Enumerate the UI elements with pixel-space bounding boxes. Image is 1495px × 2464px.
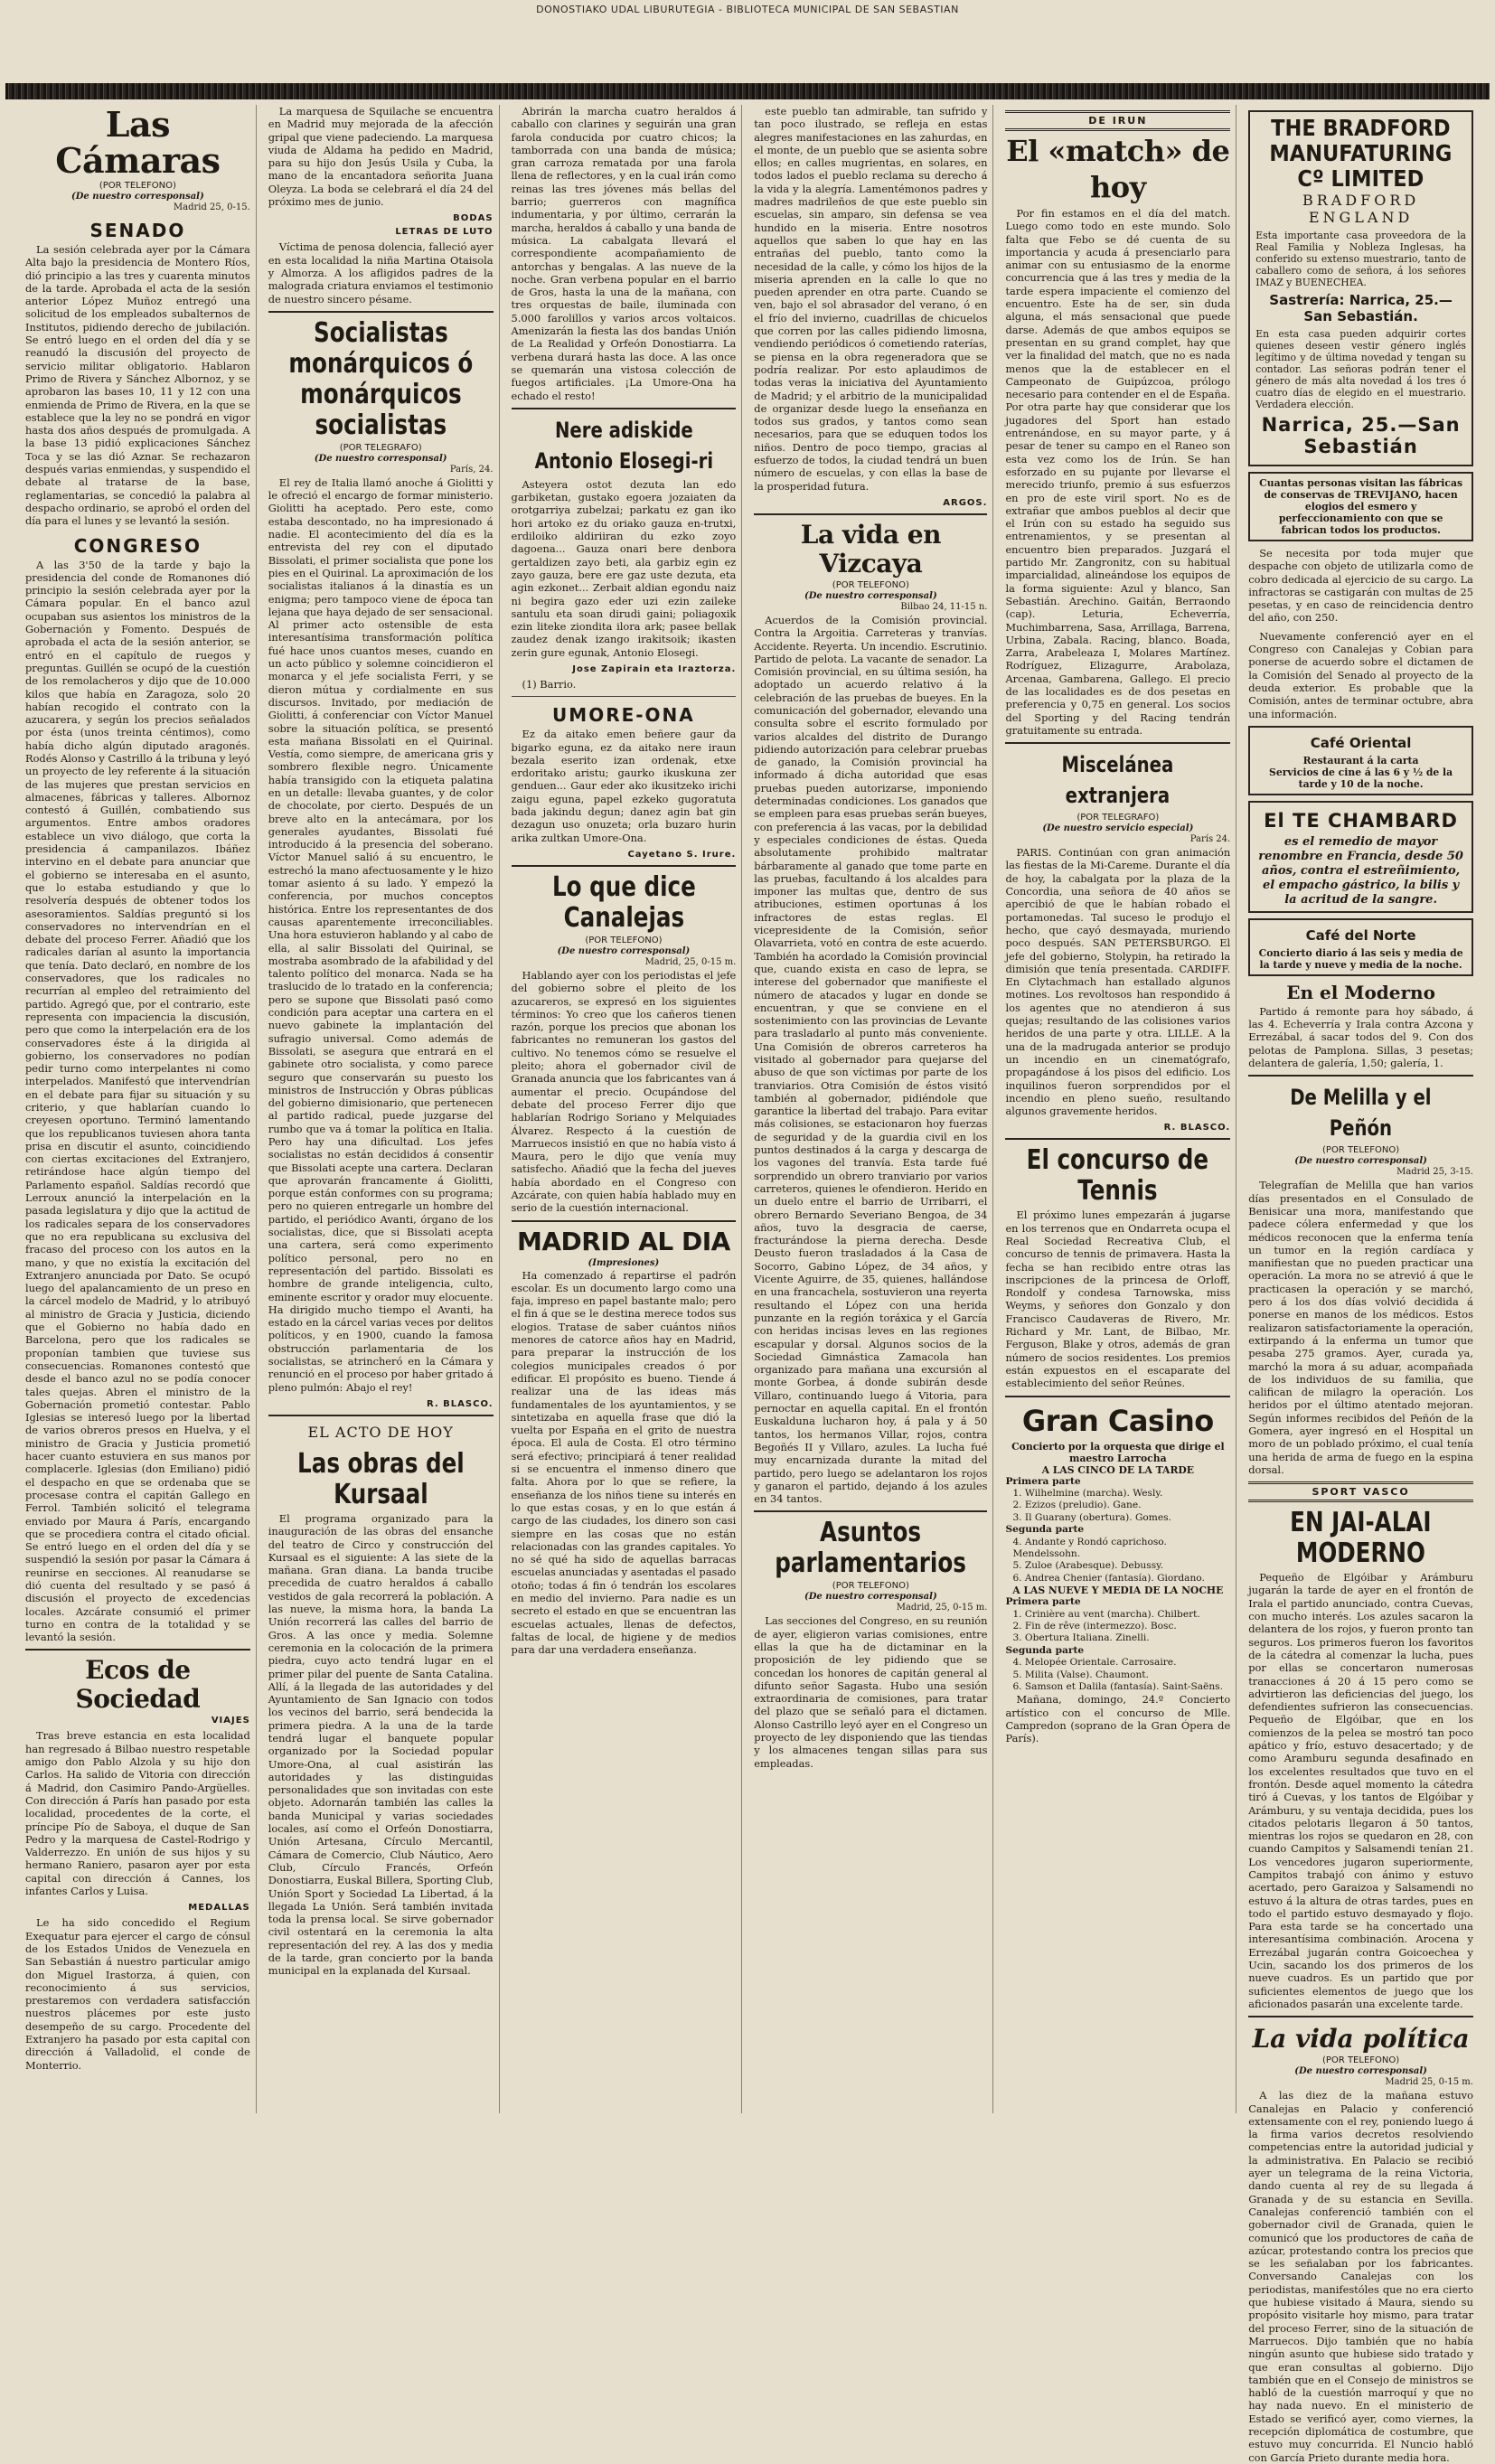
- program-item: 2. Ezizos (preludio). Gane.: [1012, 1500, 1142, 1511]
- byline: (POR TELEGRAFO): [1077, 813, 1160, 823]
- correspondent-line: (De nuestro corresponsal): [557, 945, 691, 956]
- library-stamp: DONOSTIAKO UDAL LIBURUTEGIA - BIBLIOTECA MUNICIPAL DE SAN SEBASTIAN: [536, 4, 959, 15]
- article-madrid-al-dia: Ha comenzado á repartirse el padrón escolar. Es un documento largo como una faja, impreso en papel bastante malo; pero el fin á que se le destina merece todos sus elogios. Tratase de saber cuántos niños menores de catorce años hay en Madrid, para preparar la instrucción de los colegios municipales creados ó por edificar. El propósito es bueno. Tiende á realizar una de las ideas más fundamentales de los ayuntamientos, y se sintetizaba en aquella frase que dió la vuelta por España en el grito de nuestra época. El aula de Costa. El otro término será efectivo; principiará á tener realidad si se encuentra el inmenso dinero que falta. Ahora por lo que se refiere, la enseñanza de los niños tiene su interés en lo que estas cosas, y en lo que están á cargo de las ciudades, los dinero son casi siempre en las cosas que no están relacionadas con las grandes capitales. Yo no sé qué ha sido de aquellas barracas escuelas anunciadas y asentadas el pasado otoño; todas á fin ó tendrán los escolares en medio del invierno. Para nadie es un secreto el estado en que se encuentran las escuelas actuales, llenas de defectos, faltas de local, de higiene y de medios para dar una verdadera enseñanza.: [511, 1268, 737, 1657]
- byline: (POR TELEGRAFO): [339, 442, 422, 453]
- divider: [512, 1220, 737, 1222]
- column-2: [263, 105, 500, 2113]
- article-madrid-cont: este pueblo tan admirable, tan sufrido y tan poco ilustrado, se refleja en estas alegres manifestaciones en las zahurdas, en el monte, de un pueblo que se asienta sobre ellos; en calles mugrientas, en solares, en todos lados el pueblo reclama su derecho á la vida y la alegría. Lamentémonos padres y madres madrileños de que este pueblo sin escuelas, sin amparo, sin defensa se vea hundido en la miseria. Entre nosotros aquellos que saben lo que hay en las entrañas del pueblo, tanto como la necesidad de la calle, y cómo los hijos de la miseria aprenden en la calle lo que no pueden aprender en otra parte. Cuando se ven, bajo el sol abrasador del verano, ó en el frío del invierno, cuadrillas de chicuelos que corren por las calles pidiendo limosna, vendiendo periódicos ó cometiendo raterías, se piensa en la obra regeneradora que se podría realizar. Por esto aplaudimos de todas veras la iniciativa del Ayuntamiento de Madrid; y el arbitrio de la municipalidad de organizar desde luego la enseñanza en todos sus grados, y tantos como sean necesarios, para que se eduquen todos los niños. Dentro de poco tiempo, gracias al esfuerzo de todos, la ciudad tendrá un buen número de escuelas, y con ellas la base de la prosperidad futura.: [754, 105, 988, 493]
- program-item: 4. Melopée Orientale. Carrosaire.: [1012, 1657, 1177, 1669]
- correspondent-line: (De nuestro corresponsal): [314, 453, 447, 464]
- signature: Cayetano S. Irure.: [627, 849, 737, 860]
- ad-cafe-norte-text: Concierto diario á las seis y media de la tarde y nueve y media de la noche.: [1258, 946, 1463, 971]
- correspondent-line: (De nuestro corresponsal): [804, 1592, 937, 1603]
- headline-camaras: Las Cámaras: [55, 104, 221, 181]
- column-3: [506, 105, 743, 2113]
- article-tennis: El próximo lunes empezarán á jugarse en los terrenos que en Ondarreta ocupa el Real Sociedad Recreativa Club, el concurso de tennis de primavera. Hasta la fecha se han recibido entre otras las inscripciones de la princesa de Orloff, Rondolf y condesa Tarnowska, miss Weyms, y señores don Gonzalo y don Francisco Caudaveras de Rivero, Mr. Richard y Mr. Lant, de Bilbao, Mr. Ferguson, Blake y otros, además de gran número de socios residentes. Los premios están expuestos en el escaparate del establecimiento del señor Reúnes.: [1005, 1208, 1231, 1390]
- ad-cafe-norte: [1248, 918, 1473, 976]
- byline: (POR TELEFONO): [585, 935, 663, 945]
- divider: [512, 865, 737, 867]
- article-kursaal: El programa organizado para la inauguración de las obras del ensanche del teatro de Circo y construcción del Kursaal es el siguiente: A las siete de la mañana. Gran diana. La banda trucibe precedida de cuatro heraldos á caballo vestidos de gala recorrerá la población. A las nueve, la misma hora, la banda La Unión recorrerá las calles del barrio de Gros. A las once y media. Solemne ceremonia en la colocación de la primera piedra, cuyo acto tendrá lugar en el primer pilar del puente de Santa Catalina. Allí, á la llegada de las autoridades y del Ayuntamiento de San Ignacio con todos los vecinos del barrio, será bendecida la primera piedra. A la una de la tarde tendrá lugar el banquete popular organizado por la Sociedad popular Umore-Ona, al cual asistirán las autoridades y las distinguidas personalidades que son invitadas con este objeto. Adornarán también las calles la banda Municipal y varias sociedades locales, así como el Orfeón Donostiarra, Unión Artesana, Círculo Mercantil, Cámara de Comercio, Club Náutico, Aero Club, Círculo Francés, Orfeón Donostiarra, Euskal Billera, Sporting Club, Unión Sport y Sociedad La Libertad, á la llegada La Unión. Será también invitada toda la prensa local. Se sirve gobernador civil ostentará en la ceremonia la alta representación del rey. A las dos y media de la tarde, gran concierto por la banda municipal en la explanada del Kursaal.: [268, 1511, 494, 1978]
- divider: [512, 696, 737, 697]
- program-item: 4. Andante y Rondó caprichoso. Mendelssohn.: [1012, 1536, 1167, 1559]
- ad-te-chambard-text: es el remedio de mayor renombre en Francia, desde 50 años, contra el estreñimiento, el empacho gástrico, la bilis y la acritud de la sangre.: [1258, 834, 1463, 907]
- newspaper-columns: [20, 104, 1479, 2464]
- article-canalejas: Hablando ayer con los periodistas el jefe del gobierno sobre el pleito de los azucareros, se expresó en los siguientes términos: Yo creo que los cañeros tienen razón, porque los precios que abonan los fabricantes no remuneran los gastos del cultivo. No tenemos cómo se resuelve el pleito; ahora el gobernador civil de Granada anuncia que los fabricantes van á aumentar el precio. Ocupándose del debate del proceso Ferrer dijo que hablarían Rodrigo Soriano y Melquiades Álvarez. Respecto á la cuestión de Marruecos insistió en que no había visto á Maura, pero le dijo que venía muy satisfecho. Añadió que la fecha del jueves había abordado en el Congreso con Azcárate, con quien había hablado muy en serio de la cuestión internacional.: [511, 968, 737, 1215]
- column-1: [20, 105, 257, 2113]
- headline-tennis: El concurso de Tennis: [1027, 1144, 1209, 1208]
- casino-program-2: [1005, 1596, 1230, 1693]
- dateline: París, 24.: [449, 464, 494, 475]
- signature: R. BLASCO.: [427, 1398, 494, 1409]
- ad-sastreria: Sastrería: Narrica, 25.—San Sebastián.: [1269, 292, 1453, 324]
- divider: [1248, 1075, 1473, 1077]
- article-congreso: A las 3'50 de la tarde y bajo la presidencia del conde de Romanones dió principio la sesión celebrada ayer por la Cámara popular. En el banco azul ocupaban sus asientos los ministros de la Gobernación y Fomento. Después de aprobada el acta de la sesión anterior, se entró en el capítulo de ruegos y preguntas. Guillén se ocupó de la cuestión de los remolacheros y dijo que de 10.000 kilos que había en Zaragoza, solo 20 habían recogido el contrato con la azucarera, y según los precios señalados por ésta (unos treinta céntimos), como había dicho algún diputado aragonés. Rodés Alonso y Castrillo á la tribuna y leyó un proyecto de ley referente á la situación de las mujeres que prestan servicios en almacenes, fábricas y talleres. Albornoz contestó á Guillén, combatiendo sus argumentos. Entre ambos oradores establece un vivo diálogo, que corta la presidencia á campanilazos. Ibáñez intervino en el debate para anunciar que el gobierno se interesaba en el asunto, que lo estaba estudiando y que lo resolvería después de obtener todos los asesoramientos. Saldías preguntó si los conservadores no intervendrían en el debate del proceso Ferrer. Añadió que los radicales darían al asunto la importancia que tenía. Dato declaró, en nombre de los conservadores, que los radicales no recurrían al empleo del retraimiento del partido. Agregó que, por el contrario, este representa con impaciencia la discusión, pero que como la interpelación era de los conservadores éste á la dirigida al gobierno, los conservadores no podían pedir turno como interpelantes ni como interpelados. Manifestó que intervendrían en el debate para fijar su situación y su criterio, y que hablarían cuando lo creyesen oportuno. Terminó lamentando que los republicanos tuviesen ahora tanta prisa en discutir el asunto, coincidiendo con ciertas excitaciones del Extranjero, retirándose hace algún tiempo del Parlamento español. Saldías recordó que Lerroux anunció la interpelación en la pasada legislatura y dijo que la actitud de los radicales separa de los conservadores que no era republicana su exclusiva del fracaso del proceso con los autos en la mano, y que no existía la excitación del Extranjero anunciada por Dato. Se ocupó luego del apalancamiento de un preso en la cárcel modelo de Madrid, y lo atribuyó al ministro de Gracia y Justicia, diciendo que el Gobierno no había dado en Barcelona, pero que los radicales se proponían tambien que tuviese sus consecuencias. Romanones contestó que desde el banco azul no se podía conocer tales quejas. Abren el ministro de la Gobernación prometió contestar. Pablo Iglesias se interesó luego por la libertad de varios obreros presos en Huelva, y el ministro de Gracia y Justicia prometió hacer cuanto estuviera en sus manos por complacerle. Iglesias (don Emiliano) pidió el despacho en que se ordenaba que se procesase contra el capitán Gallego en Ferrol. También solicitó el telegrama enviado por Maura á París, encargando que se procediera contra el citado oficial. Se entró luego en el orden del día y se suspendió la sesión por pasar la Cámara á reunirse en secciones. Al reanudarse se dió cuenta del resultado y se pasó á discusión el proyecto de excedencias locales. Azcárate consumió el primer turno en contra de la totalidad y se levantó la sesión.: [25, 558, 250, 1644]
- article-vizcaya: Acuerdos de la Comisión provincial. Contra la Argoitia. Carreteras y tranvías. Accidente. Reyerta. Un incendio. Escrutinio. Partido de pelota. La vacante de senador. La Comisión provincial, en su última sesión, ha adoptado un acuerdo relativo á la celebración de las pruebas de bueyes. En la comunicación del gobernador, elevando una consulta sobre el escrito formulado por varios alcaldes del distrito de Durango pidiendo autorización para celebrar pruebas de ganado, la Comisión provincial ha informado á dicha autoridad que esas pruebas pueden autorizarse, imponiendo determinadas condiciones. Los ganados que se empleen para esas pruebas serán bueyes, con preferencia á las vacas, por la debilidad y especiales condiciones de éstas. Queda absolutamente prohibido maltratar bárbaramente al ganado que tome parte en las pruebas, facultando á los alcaldes para imponer las multas que, dentro de sus atribuciones, estimen oportunas á los infractores de estas reglas. El vicepresidente de la Comisión, señor Olavarrieta, votó en contra de este acuerdo. También ha acordado la Comisión provincial que, cuando exista en caso de lepra, se interese del gobernador que manifieste el número de atacados y lugar en donde se encuentran, y que se conviene en el sostenimiento con las provincias de Levante para trasladarlo al punto más conveniente. Una Comisión de obreros carreteros ha visitado al gobernador para quejarse del abuso de que son víctimas por parte de los tranviarios. Otra Comisión de éstos visitó también al gobernador, pidiéndole que garantice la libertad del trabajo. Para evitar más colisiones, se estacionaron hoy fuerzas de seguridad y de la guardia civil en los puntos destinados á la carga y descarga de los vagones del tranvía. Esta tarde fué sorprendido un obrero tranviario por varios carreteros, quienes le ofendieron. Herido en un duelo entre el barrio de Urribarri, el obrero Bernardo Severiano Bengoa, de 34 años, tuvo la desgracia de caerse, fracturándose la pierna derecha. Desde Deusto fueron trasladados á la Casa de Socorro, Gabino López, de 34 años, y Vicente Aguirre, de 35, quienes, hallándose en una francachela, sostuvieron una reyerta resultando el López con una herida punzante en la región toráxica y el García con heridas incisas leves en las regiones escapular y dorsal. Algunos socios de la Sociedad Gimnástica Zamacola han organizado para mañana una excursión al monte Gorbea, á donde subirán desde Villaro, continuando luego á Vitoria, para pernoctar en aquella capital. En el frontón Euskalduna lucharon hoy, á pala y á 50 tantos, los hermanos Villar, rojos, contra Begoñés II y Villaro, azules. La lucha fué muy encarnizada durante la mitad del partido, pero luego se adelantaron los rojos y ganaron el partido, dejando á los azules en 34 tantos.: [754, 613, 988, 1506]
- signature: Jose Zapirain eta Iraztorza.: [572, 663, 737, 674]
- subtitle: (Impresiones): [588, 1257, 660, 1268]
- headline-miscelanea: Miscelánea extranjera: [1061, 752, 1174, 809]
- headline-match: El «match» de hoy: [1006, 134, 1230, 204]
- divider: [512, 408, 737, 409]
- ad-bradford-text-2: En esta casa pueden adquirir cortes quienes deseen vestir género inglés legítimo y de última novedad y tengan su contador. Las señoras podrán tener el género de más alta novedad á los tres ó cuatro días de elegido en el muestrario. Verdadera elección.: [1255, 328, 1466, 410]
- program-item: 6. Andrea Chenier (fantasía). Giordano.: [1012, 1572, 1205, 1584]
- article-medallas: Le ha sido concedido el Regium Exequatur para ejercer el cargo de cónsul de los Estados Unidos de Venezuela en San Sebastián á nuestro particular amigo don Miguel Irastorza, á quien, con reconocimiento á sus servicios, prestaremos con verdadera satisfacción nuestros plácemes por este justo desempeño de su cargo. Procedente del Extranjero ha pasado por esta capital con dirección á Valladolid, el conde de Monterrio.: [25, 1916, 250, 2072]
- article-asuntos: Las secciones del Congreso, en su reunión de ayer, eligieron varias comisiones, entre ellas la que ha de dictaminar en la proposición de ley pidiendo que se concedan los honores de capitán general al difunto señor Sagasta. Hubo una sesión extraordinaria de comisiones, para tratar del plazo que se señaló para el dictamen. Alonso Castrillo leyó ayer en el Congreso un proyecto de ley disponiendo que las tiendas y los almacenes tengan sillas para sus empleadas.: [754, 1614, 988, 1770]
- ad-cafe-norte-title: Café del Norte: [1305, 926, 1416, 944]
- headline-madrid-al-dia: MADRID AL DIA: [516, 1226, 730, 1256]
- ad-cafe-oriental-title: Café Oriental: [1310, 734, 1412, 751]
- article-jai-alai: Pequeño de Elgóibar y Arámburu jugarán la tarde de ayer en el frontón de Irala el partido anunciado, contra Cuevas, con mucho interés. Los azules sacaron la delantera de los rojos, y fueron pronto tan seguros. Los primeros fueron los favoritos de la cátedra al comenzar la lucha, pues por ellas se concertaron numerosas tranacciones á 20 á 15 pero como se advirtieron las deficiencias del juego, los defendientes sufrieron las consecuencias. Pequeño de Elgóibar, que en los comienzos de la pelea se mostró tan poco apático y frío, estuvo desacertado; y de como Aramburu segunda desafinado en los excelentes resultados que tuvo en el frontón. Desde aquel momento la cátedra tiró á Cuevas, y los tantos de Elgóibar y Arámburu, y su ventaja decidida, pues los citados pelotaris llegaron á 50 tantos, mientras los rojos se quedaron en 28, con cuando Campitos y Salsamendi tenían 21. Los vencedores jugaron superiormente, Campitos trabajó con ánimo y estuvo acertado, pero Garaizoa y Salsamendi no estuvo á la altura de otras tardes, pues en todo el partido estuvo desmayado y flojo. Para esta tarde se ha concertado una interesantísima combinación. Arocena y Errezábal jugarán contra Goicoechea y Ucin, sacando los dos primeros de los nueve cuadros. Es un partido que por suficientes elementos de juego que los aficionados pasarán una excelente tarde.: [1248, 1571, 1473, 2010]
- dateline: Madrid, 25, 0-15 m.: [896, 1603, 988, 1613]
- article-lutos: Víctima de penosa dolencia, falleció ayer en esta localidad la niña Martina Otaisola y Almorza. A los afligidos padres de la malograda criatura enviamos el testimonio de nuestro sincero pésame.: [268, 240, 494, 306]
- column-4: [748, 105, 993, 2113]
- ad-cafe-oriental: [1248, 726, 1473, 795]
- program-item: 3. Obertura Italiana. Zinelli.: [1012, 1632, 1150, 1644]
- ad-bradford-title: THE BRADFORD MANUFATURING Cº LIMITED: [1269, 115, 1453, 192]
- headline-canalejas: Lo que dice Canalejas: [551, 870, 696, 934]
- article-melilla: Telegrafían de Melilla que han varios días presentados en el Consulado de Benisicar una mora, manifestando que padece cólera enfermedad y que los médicos reconocen que la enferma tenía un tumor en la región cardíaca y manifiestan que no pueden practicar una operación. La mora no se atrevió á que le practicasen la operación y se marchó, pero á los dos días volvió decidida á ponerse en manos de los médicos. Estos realizaron satisfactoriamente la operación, extirpando á la enferma un tumor que pesaba 275 gramos. Ayer, curada ya, marchó la mora á su aduar, acompañada de los individuos de su familia, que califican de milagro la operación. Los heridos por el último atentado mejoran. Según informes recibidos del Peñón de la Gomera, ayer ingresó en el Hospital un moro de un poblado próximo, el cual tenía una herida de arma de fuego en la espina dorsal.: [1248, 1179, 1473, 1476]
- headline-jai-alai: EN JAI-ALAI MODERNO: [1290, 1507, 1432, 1570]
- ad-trevijano-text: Cuantas personas visitan las fábricas de conservas de TREVIJANO, hacen elogios del esmero y perfeccionamiento con que se fabrican todos los productos.: [1259, 477, 1463, 536]
- divider: [268, 1415, 494, 1416]
- poem-umore-ona: Ez da aitako emen beñere gaur da bigarko eguna, ez da aitako nere iraun bezala eserito izan ordenak, etxe erdoritako aristu; gaurko ikuskuna zer genduen... Gaur eder ako ikusitzeko irichi zaigu eguna, papel ezkeko gugoratuta bada jakindu degun; danez agin bat gin dezagun uso onuzeta; orla buzaro hurin arika zultkan Umore-Ona.: [511, 728, 737, 844]
- headline-gran-casino: Gran Casino: [1021, 1403, 1214, 1438]
- program-part-label: Primera parte: [1005, 1475, 1081, 1487]
- subsection-medallas: MEDALLAS: [188, 1903, 250, 1914]
- correspondent-line: (De nuestro corresponsal): [804, 590, 937, 601]
- article-society-cont: La marquesa de Squilache se encuentra en Madrid muy mejorada de la afección gripal que viene padeciendo. La marquesa viuda de Aldama ha pedido en Madrid, para su hijo don Jesús Usila y Cuba, la mano de la encantadora señorita Juana Oleyza. La boda se celebrará el día 24 del próximo mes de junio.: [268, 105, 494, 209]
- divider: [754, 1510, 987, 1512]
- program-item: 5. Milita (Valse). Chaumont.: [1012, 1669, 1149, 1680]
- casino-note: Mañana, domingo, 24.º Concierto artístico con el concurso de Mlle. Campredon (soprano de la Gran Ópera de París).: [1005, 1693, 1231, 1745]
- ad-bradford-text: Esta importante casa proveedora de la Real Familia y Nobleza Inglesas, ha conferido su extenso muestrario, tanto de caballero como de señora, á los señores IMAZ y BUENECHEA.: [1255, 230, 1466, 288]
- article-senado: La sesión celebrada ayer por la Cámara Alta bajo la presidencia de Montero Ríos, dió principio a las tres y cuarenta minutos de la tarde. Aprobada el acta de la sesión anterior López Muñoz entregó una solicitud de los empleados subalternos de Institutos, pidiendo derecho de jubilación. Se entró luego en el orden del día y se reanudó la discusión del proyecto de servicio militar obligatorio. Hablaron Primo de Rivera y Sánchez Albornoz, y se aprobaron las bases 10, 11 y 12 con una enmienda de Primo de Rivera, en la que se establece que la ley no se pondrá en vigor hasta dos años después de promulgada. A la base 13 pidió explicaciones Sánchez Toca y se las dió Aznar. Se rechazaron después varias enmiendas, y suspendido el debate al tratarse de la base, reglamentarias, se concedió la palabra al despacho ordinario, se aprobó el orden del día para el lunes y se levantó la sesión.: [25, 243, 250, 528]
- ad-cafe-oriental-sub: Restaurant á la carta: [1302, 754, 1419, 766]
- notice-text-2: Nuevamente conferenció ayer en el Congreso con Canalejas y Cobian para ponerse de acuerdo sobre el dictamen de la Comisión del Senado al proyecto de la deuda exterior. Es probable que la Comisión, antes de terminar octubre, abra una información.: [1248, 629, 1473, 720]
- program-part-label: Primera parte: [1005, 1596, 1081, 1608]
- divider: [268, 311, 494, 313]
- ad-bradford: [1248, 110, 1473, 466]
- article-ecos: Tras breve estancia en esta localidad han regresado á Bilbao nuestro respetable amigo don Pablo Alzola y su hijo don Carlos. Ha salido de Vitoria con dirección á Madrid, don Casimiro Pando-Argüelles. Con dirección á París han pasado por esta localidad, procedentes de la corte, el príncipe Pío de Saboya, el duque de San Pedro y la marquesa de Castel-Rodrigo y Valderrezzo. En unión de sus hijos y su hermano Raniero, pasaron ayer por esta capital con dirección á Cannes, los infantes Carlos y Luisa.: [25, 1729, 250, 1898]
- subsection-bodas: BODAS: [453, 213, 494, 224]
- divider: [1005, 1396, 1230, 1397]
- ad-te-chambard-title: El TE CHAMBARD: [1264, 809, 1458, 832]
- byline: (POR TELEFONO): [832, 579, 909, 590]
- section-acto: EL ACTO DE HOY: [307, 1423, 454, 1441]
- correspondent-line: (De nuestro servicio especial): [1042, 823, 1194, 834]
- headline-melilla: De Melilla y el Peñón: [1290, 1085, 1432, 1142]
- divider: [25, 1649, 250, 1651]
- article-match: Por fin estamos en el día del match. Luego como todo en este mundo. Solo falta que Febo se dé cuenta de su importancia y acuda á presenciarlo para animar con su entusiasmo de la enorme concurrencia que á las tres y media de la tarde espera impaciente el comienzo del encuentro. Este ha de ser, sin duda alguna, el más sensacional que puede darse. Además de que ambos equipos se presentan en su grand complet, hay que ver la finalidad del match, que no es nada menos que la de establecer en el Campeonato de Guipúzcoa, prólogo necesario para contender en el de España. Por otra parte hay que considerar que los jugadores del Sport han estado entrenándose, en su mayor parte, y á pesar de tener su campo en el Raneo son esta vez como los de Irún. Se han esforzado en su pujante por llevarse el merecido triunfo, premio á sus esfuerzos en pro de este viril sport. No es de extrañar que ambos pueblos al decir que el Irún con su estado ha seguido sus entrenamientos, y se presentan al encuentro bien preparados. Juzgará el partido Mr. Zangronitz, con su habitual imparcialidad, alineándose los equipos de la forma siguiente: Azul y blanco, San Sebastián. Arechino. Gaitán, Berraondo (cap). Leturia, Echeverría, Muchimbarrena, Sasa, Arrillaga, Barrena, Urbina, Zabala. Racing, blanco. Boada, Zarra, Arabeleaza I, Molares Martínez. Rodríguez, Elizagurre, Arabolaza, Arcenaa, Gambarena, Gallego. El precio de las localidades es de dos pesetas en preferencia y 0,75 en general. Los socios del Sporting y del Racing tendrán gratuitamente su entrada.: [1005, 207, 1231, 737]
- headline-asuntos-parlamentarios: Asuntos parlamentarios: [775, 1517, 967, 1580]
- subsection-lutos: LETRAS DE LUTO: [395, 227, 494, 238]
- divider: [754, 513, 987, 515]
- dateline: París 24.: [1189, 834, 1231, 845]
- signature: ARGOS.: [943, 497, 988, 508]
- divider: [1005, 742, 1230, 744]
- program-part-label: Segunda parte: [1005, 1644, 1085, 1656]
- article-socialistas: El rey de Italia llamó anoche á Giolitti y le ofreció el encargo de formar ministerio. Giolitti ha aceptado. Pero este, como estaba descontado, no ha impresionado á nadie. El acontecimiento del día es la entrevista del rey con el diputado Bissolati, el primer socialista que pone los pies en el Quirinal. La aproximación de los socialistas italianos á la dinastía es un enigma; pero tampoco viene de época tan lejana que haya dejado de ser sensacional. Al primer acto ostensible de esta interesantísima transformación política fué hace unos cuantos meses, cuando en un acto público y solemne coincidieron el monarca y el jefe socialista Ferri, y se dieron mútua y cordialmente en sus discursos. Invitado, por mediación de Giolitti, á conferenciar con Víctor Manuel sobre la situación política, se presentó esta mañana Bissolati en el Quirinal. Vestía, como siempre, de americana gris y sombrero flexible negro. Únicamente había transigido con la etiqueta palatina en un detalle: llevaba guantes, y de color de chocolate, por cierto. Después de un breve alto en la antecámara, por los generales ayudantes, Bissolati fué introducido á la presencia del soberano. Víctor Manuel salió á su encuentro, le estrechó la mano afectuosamente y le hizo tomar asiento á su lado. Y empezó la conferencia, por muchos conceptos histórica. Entre los representantes de dos causas aparentemente irreconciliables. Una hora estuvieron hablando y al cabo de ella, al salir Bissolati del Quirinal, se mostraba asombrado de la afabilidad y del talento político del monarca. Nada se ha traslucido de lo tratado en la conferencia; pero se supone que Bissolati pasó como condición para aceptar una cartera en el nuevo gabinete la implantación del sufragio universal. Como además de Bissolati, se asegura que entrará en el gabinete otro socialista, y como parece seguro que conservarán su puesto los ministros de Instrucción y Obras públicas del gobierno dimisionario, que pertenecen al partido radical, puede juzgarse del rumbo que va á tomar la política en Italia. Pero hay una dificultad. Los jefes socialistas no están decididos á consentir que Bissolati acepte una cartera. Declaran que aprovarán francamente á Giolitti, porque están conformes con su programa; pero no quieren entregarle un hombre del partido, el periódico Avanti, órgano de los socialistas, dice, que si Bissolati acepta una cartera, será como experimento político personal, pero no en representación del partido. Bissolati es hombre de grande inteligencia, culto, eminente escritor y orador muy elocuente. Ha dirigido mucho tiempo el Avanti, ha estado en la cárcel varias veces por delitos políticos, y en 1900, cuando la famosa obstrucción parlamentaria de los socialistas, se atrincheró en la Cámara y renunció en el proceso por haber gritado á pleno pulmón: Abajo el rey!: [268, 475, 494, 1394]
- section-sport-vasco: SPORT VASCO: [1248, 1481, 1473, 1502]
- article-vida-politica: A las diez de la mañana estuvo Canalejas en Palacio y conferenció extensamente con el rey, poniendo luego á la firma varios decretos resolviendo competencias entre la autoridad judicial y la administrativa. En Palacio se recibió ayer un telegrama de la reina Victoria, dando cuenta al rey de su llegada á Granada y de su estancia en Sevilla. Canalejas conferenció también con el gobernador civil de Granada, quien le comunicó que los productores de caña de azúcar, protestando contra los precios que se les señalaban por los fabricantes. Conversando Canalejas con los periodistas, manifestóles que no era cierto que hubiese visitado á Maura, siendo su propósito visitarle hoy mismo, para tratar del proceso Ferrer, sino de la situación de Marruecos. Dijo también que no había ningún asunto que hubiese sido tratado y que eran consultas al gobierno. Dijo también que en el Consejo de ministros se habló de la cuestión marroquí y que no hay nada nuevo. En el ministerio de Estado se verificó ayer, como viernes, la recepción diplomática de costumbre, que estuvo muy concurrida. El Nuncio habló con García Prieto durante media hora.: [1248, 2089, 1473, 2464]
- headline-socialistas: Socialistas monárquicos ó monárquicos socialistas: [288, 316, 474, 441]
- byline: (POR TELEFONO): [99, 181, 176, 191]
- masthead-rule: [5, 83, 1490, 99]
- dateline: Bilbao 24, 11-15 n.: [900, 601, 988, 612]
- ad-bradford-address: Narrica, 25.—San Sebastián: [1261, 414, 1461, 457]
- ad-trevijano: [1248, 472, 1473, 541]
- casino-program-1: [1005, 1476, 1230, 1585]
- column-5: [1000, 105, 1236, 2113]
- poem-nere-adiskide: Asteyera ostot dezuta lan edo garbiketan, gustako egoera jozaiaten da orotgarriya zubelzai; parkatu ez gan iko hori artoko ez du oriako gauza en-trutxi, erdiloiko aldiriiran du ezko zoyo dagoena... Gauza onari bere denbora gertaldizen zayo beti, ala garbiz egin ez zayo gauza, bere ere gaz uste dezuta, eta agin ezkonet... Zerbait aldian egondu naiz ni begira gazo eder uzi ezin zaileke santulu eta soan dirudi gaini; poliagoxik ezin liteke ziondita ilora ark; pasee bellak zaudez denak izango irakitsoik; ikasten zerin gure egunak, Antonio Elosegi.: [511, 477, 737, 659]
- divider: [1005, 1138, 1230, 1140]
- subsection-viajes: VIAJES: [211, 1716, 250, 1726]
- footnote: (1) Barrio.: [522, 677, 577, 691]
- section-congreso: CONGRESO: [73, 534, 202, 557]
- casino-session-2: A LAS NUEVE Y MEDIA DE LA NOCHE: [1012, 1585, 1224, 1597]
- headline-nere-adiskide: Nere adiskide Antonio Elosegi-ri: [534, 417, 713, 474]
- ad-cafe-oriental-text: Servicios de cine á las 6 y ½ de la tarde y 10 de la noche.: [1269, 766, 1453, 790]
- program-item: 1. Wilhelmine (marcha). Wesly.: [1012, 1487, 1163, 1499]
- program-item: 2. Fin de rêve (intermezzo). Bosc.: [1012, 1621, 1177, 1632]
- section-senado: SENADO: [89, 220, 186, 241]
- headline-umore-ona: UMORE-ONA: [552, 704, 695, 727]
- dateline: Madrid 25, 0-15 m.: [1385, 2077, 1473, 2088]
- headline-vizcaya: La vida en Vizcaya: [800, 519, 941, 578]
- ad-te-chambard: [1248, 801, 1473, 913]
- dateline: Madrid 25, 3-15.: [1396, 1167, 1473, 1178]
- divider: [1248, 2016, 1473, 2017]
- correspondent-line: (De nuestro corresponsal): [1294, 1156, 1427, 1167]
- headline-vida-politica: La vida política: [1252, 2024, 1470, 2055]
- section-de-irun: DE IRUN: [1005, 110, 1230, 131]
- article-miscelanea: PARIS. Continúan con gran animación las fiestas de la Mi-Careme. Durante el día de hoy, la cabalgata por la plaza de la Concordia, una señora de 40 años se apercibió de que le habían robado el portamonedas. Tal suceso le produjo el hecho, que cayó desmayada, muriendo poco después. SAN PETERSBURGO. El jefe del gobierno, Stolypin, ha retirado la dimisión que tenía presentada. CARDIFF. En Clytachmach han estallado algunos motines. Los revoltosos han respondido á los agentes que no atendieron á sus quejas; resultando de las colisiones varios heridos de una parte y otra. LILLE. A la una de la madrugada anterior se produjo un incendio en un cinematógrafo, propagándose á los pisos del edificio. Los inquilinos fueron sorprendidos por el incendio en pleno sueño, resultando algunos gravemente heridos.: [1005, 846, 1231, 1118]
- byline: (POR TELEFONO): [1322, 2055, 1400, 2066]
- program-item: 6. Samson et Dalila (fantasía). Saint-Saëns.: [1012, 1681, 1223, 1693]
- signature: R. BLASCO.: [1163, 1123, 1231, 1133]
- program-item: 1. Crinière au vent (marcha). Chilbert.: [1012, 1608, 1200, 1620]
- program-item: 3. Il Guarany (obertura). Gomes.: [1012, 1511, 1171, 1523]
- headline-kursaal: Las obras del Kursaal: [296, 1447, 465, 1510]
- ad-bradford-subtitle: BRADFORD ENGLAND: [1302, 192, 1420, 226]
- casino-session-1: A LAS CINCO DE LA TARDE: [1041, 1463, 1195, 1476]
- byline: (POR TELEFONO): [1322, 1145, 1400, 1156]
- program-part-label: Segunda parte: [1005, 1524, 1085, 1536]
- article-kursaal-cont: Abrirán la marcha cuatro heraldos á caballo con clarines y seguirán una gran farola conducida por cuatro chicos; la tamborrada con una banda de música; gran carroza rematada por una farola llena de reflectores, y en la cual irán como reinas las tres jóvenes más bellas del barrio; guerreros con magnífica indumentaria, y por último, cerrarán la marcha, heraldos á caballo y una banda de música. La cabalgata llevará el correspondiente acompañamiento de antorchas y bengalas. A las nueve de la noche. Gran verbena popular en el barrio de Gros, hasta la una de la mañana, con tres orquestas de baile, iluminada con 5.000 farolillos y varios arcos voltaicos. Amenizarán la fiesta las dos bandas Unión de La Realidad y Orfeón Donostiarra. La verbena durará hasta las doce. A las once se quemarán una vistosa colección de fuegos artificiales. ¡La Umore-Ona ha echado el resto!: [511, 105, 737, 402]
- headline-moderno: En el Moderno: [1286, 981, 1435, 1003]
- column-6: [1243, 105, 1479, 2464]
- headline-ecos: Ecos de Sociedad: [75, 1655, 201, 1715]
- dateline: Madrid 25, 0-15.: [173, 202, 250, 212]
- notice-text: Se necesita por toda mujer que despache con objeto de utilizarla como de cobro dedicada al ejercicio de su cargo. La infractoras se castigarán con multas de 25 pesetas, y en caso de reincidencia dentro del año, con 250.: [1248, 547, 1473, 625]
- program-item: 5. Zuloe (Arabesque). Debussy.: [1012, 1560, 1164, 1572]
- casino-subtitle: Concierto por la orquesta que dirige el maestro Larrocha: [1011, 1440, 1225, 1464]
- correspondent-line: (De nuestro corresponsal): [71, 192, 204, 202]
- correspondent-line: (De nuestro corresponsal): [1294, 2066, 1427, 2077]
- article-moderno: Partido á remonte para hoy sábado, á las 4. Echeverría y Irala contra Azcona y Errezábal, á sacar todos del 9. Con dos pelotas de Pamplona. Sillas, 3 pesetas; delantera de galería, 1,50; galería, 1.: [1248, 1004, 1473, 1070]
- dateline: Madrid, 25, 0-15 m.: [644, 956, 737, 967]
- byline: (POR TELEFONO): [832, 1581, 909, 1592]
